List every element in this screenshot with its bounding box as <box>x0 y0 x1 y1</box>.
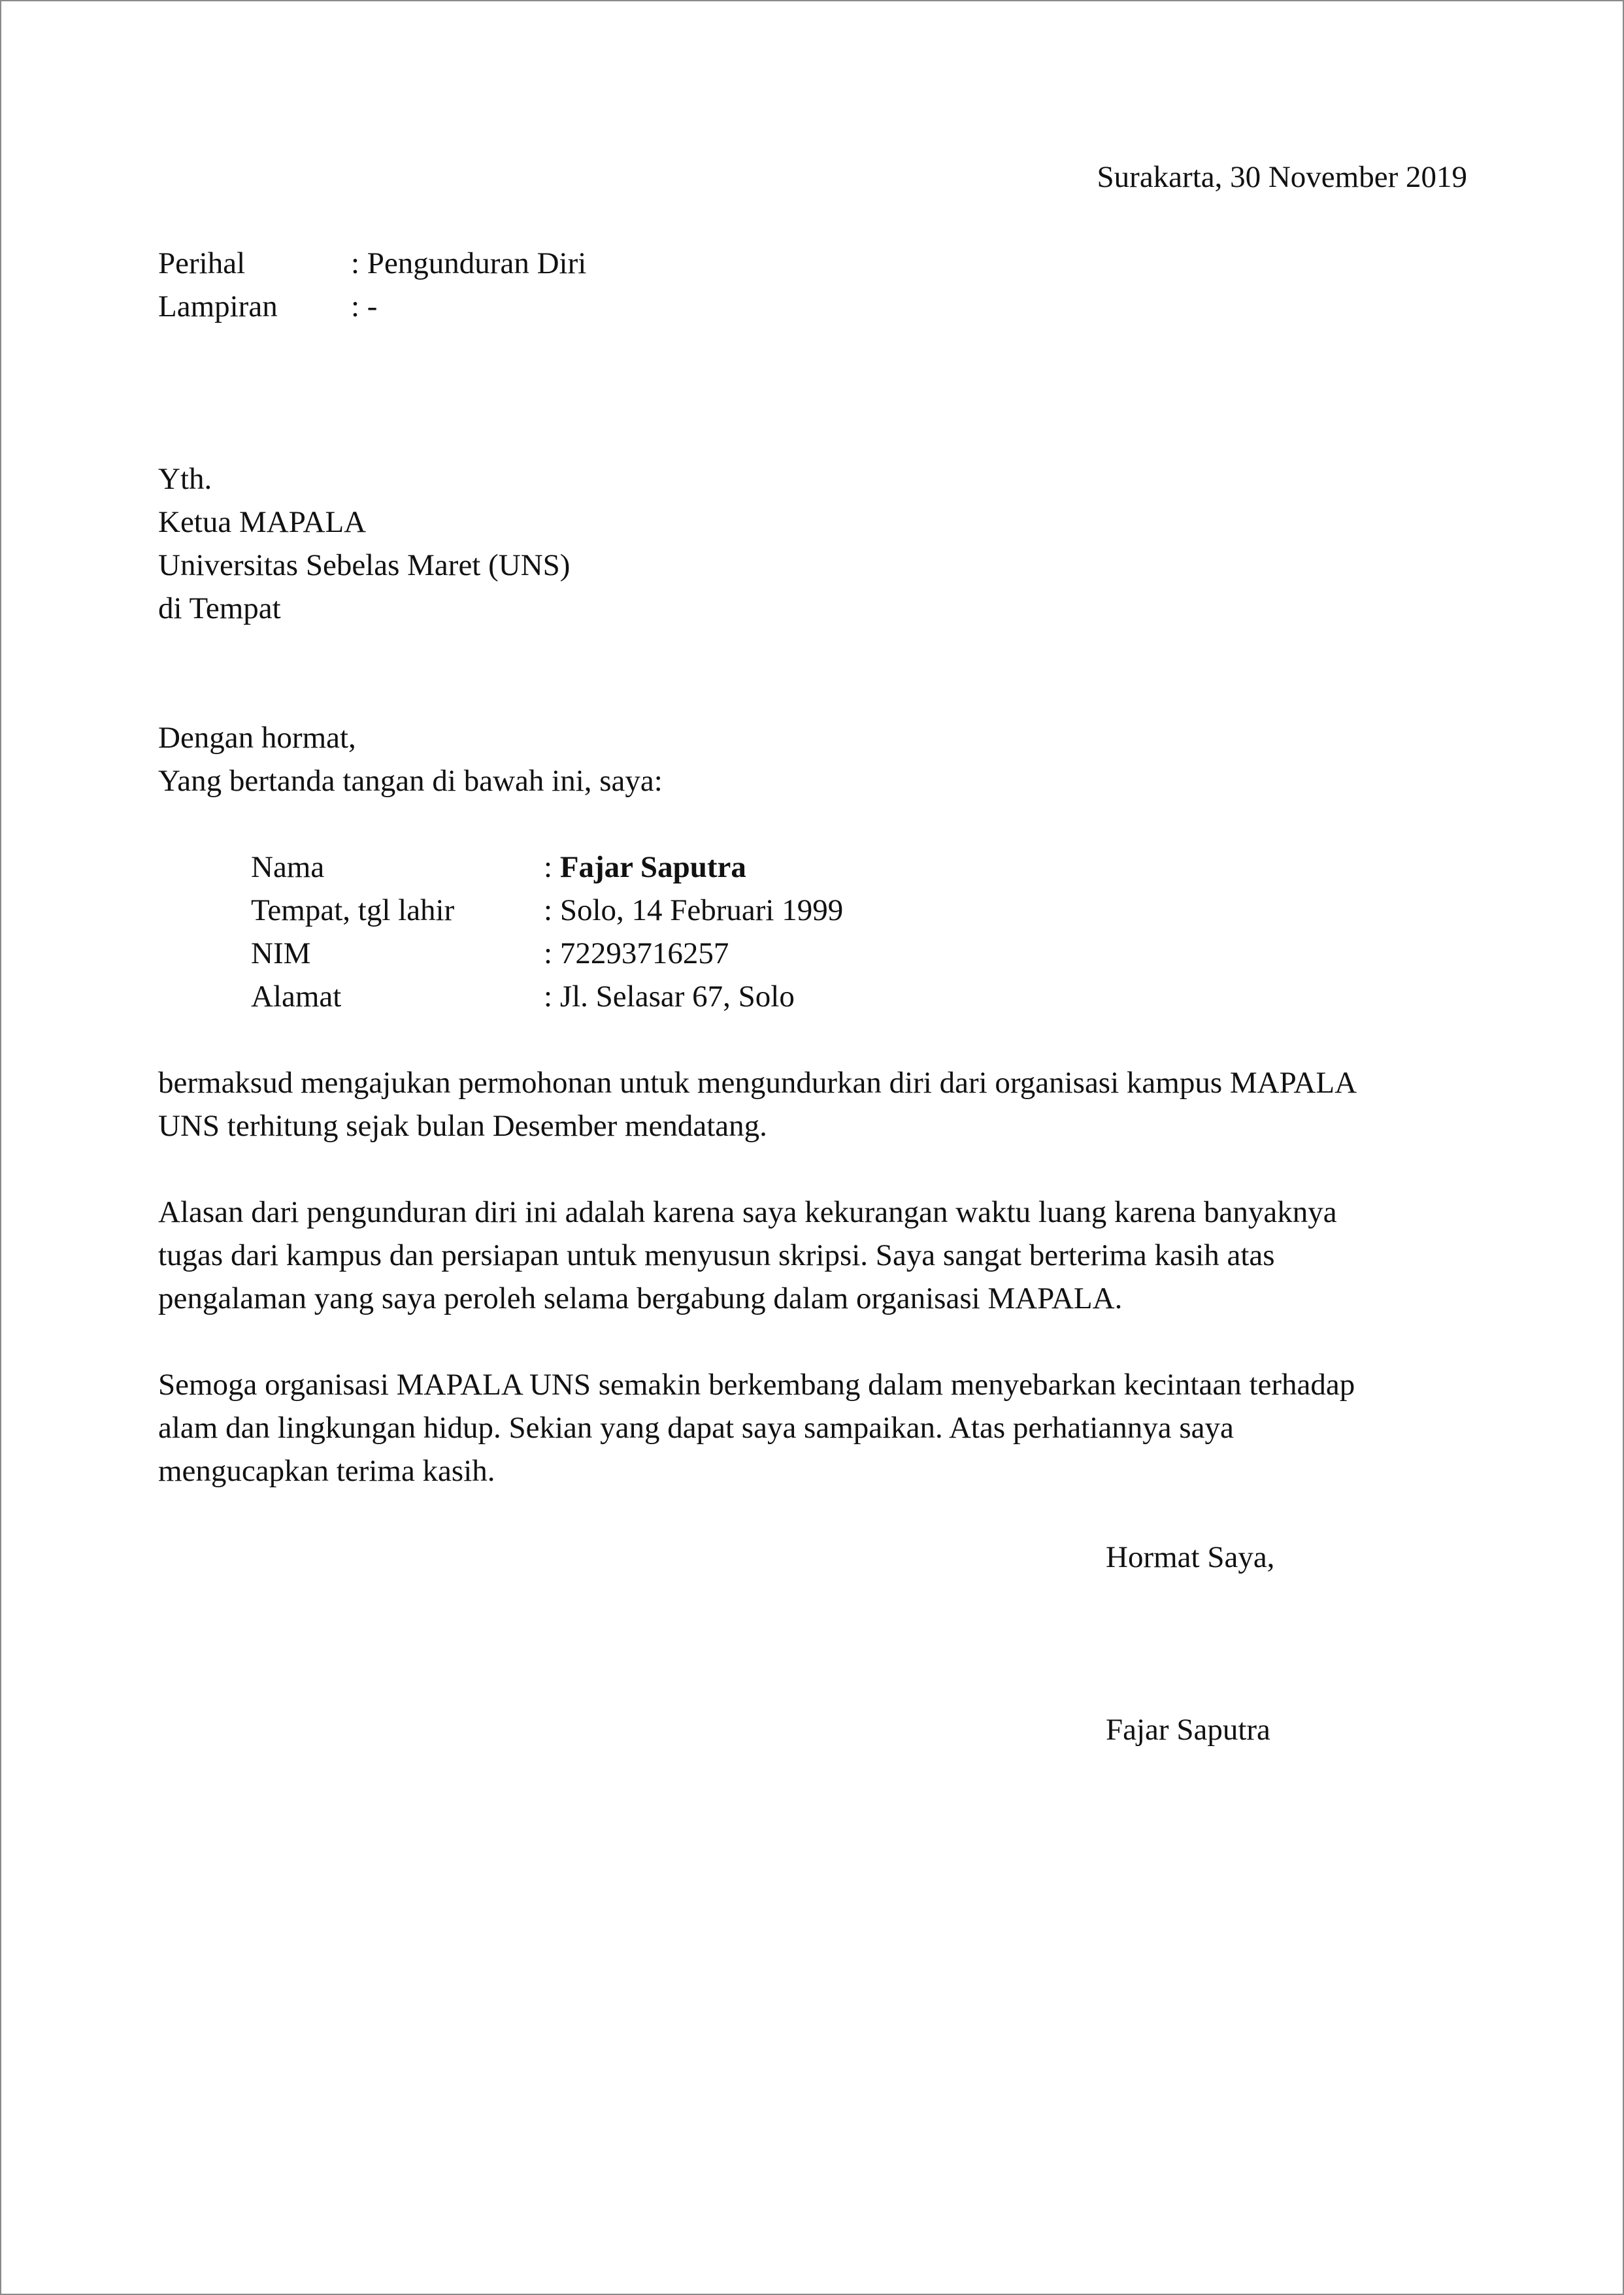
paragraph-line: Alasan dari pengunduran diri ini adalah karena saya kekurangan waktu luang karena banyaknya <box>158 1195 1337 1229</box>
identity-colon: : <box>544 850 560 884</box>
identity-row-birth <box>544 889 843 932</box>
intro-line: Yang bertanda tangan di bawah ini, saya: <box>158 764 663 798</box>
identity-values <box>544 846 843 1018</box>
recipient-line: di Tempat <box>158 591 281 625</box>
identity-row-name <box>544 846 843 889</box>
identity-value-nim: 72293716257 <box>559 936 729 970</box>
paragraph-reason <box>158 1191 1478 1320</box>
identity-labels <box>251 846 454 1018</box>
identity-colon: : <box>544 936 560 970</box>
paragraph-line: alam dan lingkungan hidup. Sekian yang dapat saya sampaikan. Atas perhatiannya saya <box>158 1411 1234 1445</box>
paragraph-purpose <box>158 1061 1478 1148</box>
identity-value-address: Jl. Selasar 67, Solo <box>559 980 795 1014</box>
identity-value-name: Fajar Saputra <box>559 850 746 884</box>
identity-row-nim <box>544 932 843 975</box>
subject-value: : Pengunduran Diri <box>351 246 587 280</box>
attachment-value: : - <box>351 289 378 323</box>
greeting: Dengan hormat, <box>158 721 356 755</box>
paragraph-line: tugas dari kampus dan persiapan untuk menyusun skripsi. Saya sangat berterima kasih atas <box>158 1238 1275 1272</box>
paragraph-closing-remarks <box>158 1363 1478 1493</box>
identity-value-birth: Solo, 14 Februari 1999 <box>559 893 844 927</box>
paragraph-line: Semoga organisasi MAPALA UNS semakin berkembang dalam menyebarkan kecintaan terhadap <box>158 1368 1355 1402</box>
identity-label: Tempat, tgl lahir <box>251 893 455 927</box>
identity-label: Nama <box>251 850 325 884</box>
paragraph-line: pengalaman yang saya peroleh selama bergabung dalam organisasi MAPALA. <box>158 1281 1123 1315</box>
signature-name: Fajar Saputra <box>1106 1713 1270 1747</box>
identity-colon: : <box>544 893 560 927</box>
identity-row-address <box>544 975 843 1018</box>
identity-label: Alamat <box>251 980 342 1014</box>
recipient-line: Universitas Sebelas Maret (UNS) <box>158 548 571 582</box>
subject-label: Perihal <box>158 246 246 280</box>
attachment-label: Lampiran <box>158 289 278 323</box>
paragraph-line: UNS terhitung sejak bulan Desember mendatang. <box>158 1109 767 1143</box>
recipient-line: Yth. <box>158 462 212 496</box>
recipient-block <box>158 457 570 630</box>
identity-label: NIM <box>251 936 311 970</box>
paragraph-line: mengucapkan terima kasih. <box>158 1454 495 1488</box>
recipient-line: Ketua MAPALA <box>158 505 367 539</box>
identity-colon: : <box>544 980 560 1014</box>
closing-salutation: Hormat Saya, <box>1106 1540 1275 1574</box>
place-date: Surakarta, 30 November 2019 <box>1097 160 1467 194</box>
paragraph-line: bermaksud mengajukan permohonan untuk mengundurkan diri dari organisasi kampus MAPALA <box>158 1066 1357 1100</box>
opening-block <box>158 716 663 802</box>
